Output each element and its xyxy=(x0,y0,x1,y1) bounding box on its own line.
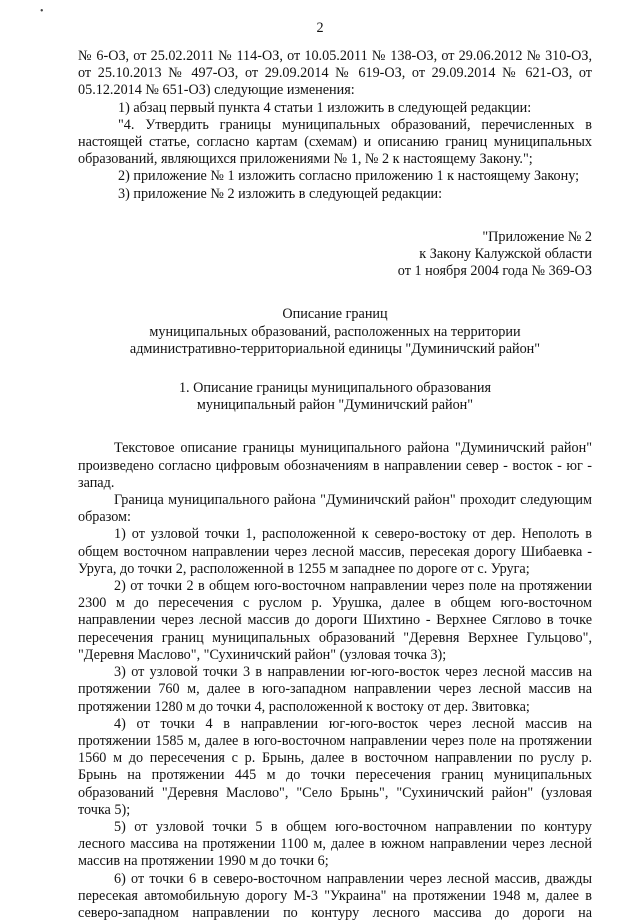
appendix-line-1: "Приложение № 2 xyxy=(482,228,592,245)
boundary-segment-2: 2) от точки 2 в общем юго-восточном направлении через поле на протяжении 2300 м до пересечения с руслом р. Урушка, далее в общем юго-восточном направлении через лесной массив до дороги Шихтино - Верхнее Сяглово в точке пересечения границ муниципальных образований "Деревня Верхнее Гульцово", "Деревня Маслово", "Сухиничский район" (узловая точка 3); xyxy=(78,578,592,663)
boundary-segment-1: 1) от узловой точки 1, расположенной к северо-востоку от дер. Неполоть в общем восточном направлении через лесной массив, пересекая дорогу Шибаевка - Уруга, до точки 2, расположенной в 1255 м западнее по дороге от с. Уруга; xyxy=(78,526,592,577)
title-line-1: Описание границ xyxy=(282,306,388,323)
amendment-quote: "4. Утвердить границы муниципальных образований, перечисленных в настоящей статье, согласно картам (схемам) и описанию границ муниципальных образований, являющихся приложениями № 1, № 2 к настоящему Закону."; xyxy=(78,116,592,168)
amendment-item-3: 3) приложение № 2 изложить в следующей редакции: xyxy=(118,185,443,202)
section-heading-line-1: 1. Описание границы муниципального образования xyxy=(178,380,492,397)
section-heading-line-2: муниципальный район "Думиничский район" xyxy=(196,397,474,414)
paragraph-text-description: Текстовое описание границы муниципального района "Думиничский район" произведено согласно цифровым обозначениям в направлении север - восток - юг - запад. xyxy=(78,440,592,491)
paragraph-boundary-intro: Граница муниципального района "Думиничский район" проходит следующим образом: xyxy=(78,492,592,526)
amendment-item-2: 2) приложение № 1 изложить согласно приложению 1 к настоящему Закону; xyxy=(118,168,580,185)
title-line-2: муниципальных образований, расположенных на территории xyxy=(149,323,521,340)
boundary-segment-6: 6) от точки 6 в северо-восточном направлении через лесной массив, дважды пересекая автомобильную дорогу М-3 "Украина" на протяжении 1948 м, далее в северо-западном направлении по контуру лесного массива до дороги на xyxy=(78,870,592,921)
corner-mark: • xyxy=(40,6,44,17)
boundary-segment-4: 4) от точки 4 в направлении юг-юго-восток через лесной массив на протяжении 1585 м, далее в юго-восточном направлении через поле на протяжении 1560 м до пересечения с р. Брынь, далее в восточном направлении по руслу р. Брынь на протяжении 445 м до точки пересечения границ муниципальных образований "Деревня Маслово", "Село Брынь", "Сухиничский район" (узловая точка 5); xyxy=(78,715,592,818)
boundary-segment-3: 3) от узловой точки 3 в направлении юг-юго-восток через лесной массив на протяжении 760 м, далее в юго-западном направлении через лесной массив на протяжении 1280 м до точки 4, расположенной к востоку от дер. Звитовка; xyxy=(78,664,592,715)
appendix-line-2: к Закону Калужской области xyxy=(419,246,592,263)
intro-continuation: № 6-ОЗ, от 25.02.2011 № 114-ОЗ, от 10.05.2011 № 138-ОЗ, от 29.06.2012 № 310-ОЗ, от 25.10.2013 № 497-ОЗ, от 29.09.2014 № 619-ОЗ, от 29.09.2014 № 621-ОЗ, от 05.12.2014 № 651-ОЗ) следующие изменения: xyxy=(78,48,592,99)
appendix-line-3: от 1 ноября 2004 года № 369-ОЗ xyxy=(397,263,592,280)
document-body xyxy=(78,48,592,922)
title-line-3: административно-территориальной единицы "Думиничский район" xyxy=(129,340,541,357)
amendment-item-1: 1) абзац первый пункта 4 статьи 1 изложить в следующей редакции: xyxy=(118,99,532,116)
boundary-segment-5: 5) от узловой точки 5 в общем юго-восточном направлении по контуру лесного массива на протяжении 1100 м, далее в южном направлении через лесной массив на протяжении 1990 м до точки 6; xyxy=(78,818,592,870)
page-number: 2 xyxy=(316,20,324,36)
